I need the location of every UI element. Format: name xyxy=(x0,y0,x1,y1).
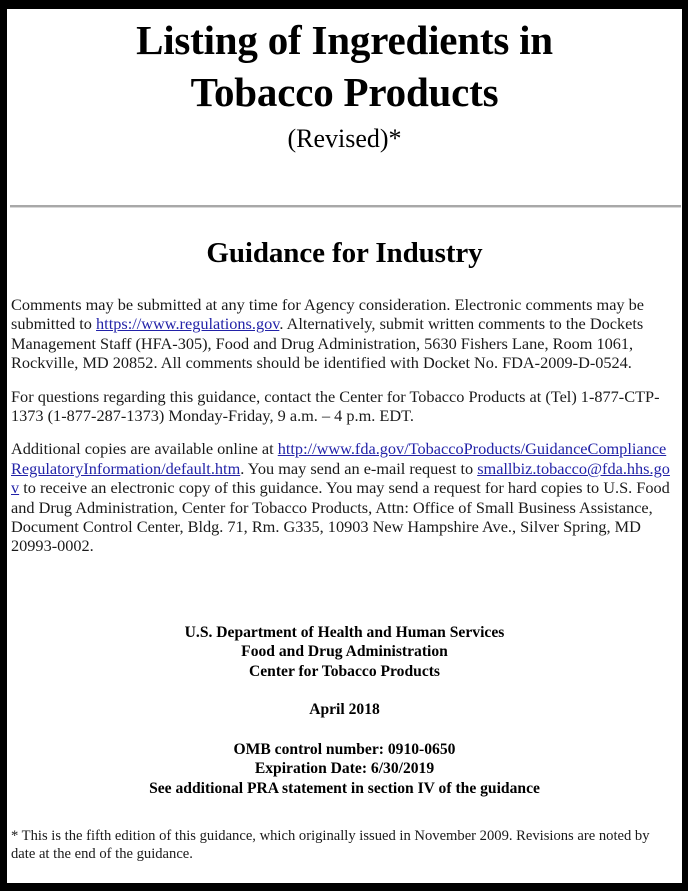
fda-guidance-url-link[interactable]: http://www.fda.gov/TobaccoProducts/GuidanceComplianceRegulatoryInformation/default.htm xyxy=(11,439,667,478)
omb-pra-note: See additional PRA statement in section IV of the guidance xyxy=(149,779,540,797)
publication-date: April 2018 xyxy=(309,701,380,718)
agency-administration: Food and Drug Administration xyxy=(241,643,448,661)
page-content xyxy=(7,9,682,883)
document-page xyxy=(7,9,682,883)
header-divider xyxy=(10,205,681,208)
agency-center: Center for Tobacco Products xyxy=(248,662,440,680)
divider-rule xyxy=(10,205,681,208)
paragraph-comments-part-2: . Alternatively, submit written comments to the Dockets Management Staff (HFA-305), Food and Drug Administration, 5630 Fishers Lane, Room 1061, Rockville, MD 20852. All comments should be identified with Docket No. FDA-2009-D-0524. xyxy=(11,314,644,373)
publication-date-block xyxy=(7,700,682,719)
footnote-region xyxy=(11,827,675,863)
paragraph-copies-part-1: Additional copies are available online at xyxy=(11,439,278,459)
paragraph-comments-part-1: Comments may be submitted at any time for Agency consideration. Electronic comments may be submitted to xyxy=(11,295,644,334)
paragraph-copies-part-2: . You may send an e-mail request to xyxy=(240,458,478,478)
omb-block xyxy=(7,740,682,798)
document-title-line-1: Listing of Ingredients in xyxy=(136,17,553,63)
paragraph-questions-text: For questions regarding this guidance, contact the Center for Tobacco Products at (Tel) 1-877-CTP-1373 (1-877-287-1373) Monday-Friday, 9 a.m. – 4 p.m. EDT. xyxy=(11,386,660,426)
document-title-line-2: Tobacco Products xyxy=(190,69,499,116)
paragraph-copies xyxy=(11,439,675,555)
document-subtitle: (Revised)* xyxy=(287,123,402,153)
footnote-text: * This is the fifth edition of this guidance, which originally issued in November 2009. Revisions are noted by date at the end of the guidance. xyxy=(11,828,650,863)
regulations-gov-link[interactable]: https://www.regulations.gov xyxy=(96,314,280,334)
title-block xyxy=(7,9,682,154)
smallbiz-email-link[interactable]: smallbiz.tobacco@fda.hhs.gov xyxy=(11,458,670,498)
omb-expiration-date: Expiration Date: 6/30/2019 xyxy=(254,760,435,778)
omb-control-number: OMB control number: 0910-0650 xyxy=(233,741,456,758)
section-heading: Guidance for Industry xyxy=(206,237,483,269)
paragraph-questions xyxy=(11,387,675,426)
body-region xyxy=(11,295,675,556)
document-title xyxy=(65,14,625,119)
paragraph-copies-part-3: to receive an electronic copy of this guidance. You may send a request for hard copies to U.S. Food and Drug Administration, Center for Tobacco Products, Attn: Office of Small Business Assistance, Document Control Center, Bldg. 71, Rm. G335, 10903 New Hampshire Ave., Silver Spring, MD 20993-0002. xyxy=(11,478,670,556)
agency-block xyxy=(7,623,682,681)
agency-department: U.S. Department of Health and Human Services xyxy=(184,624,505,641)
paragraph-comments xyxy=(11,295,675,373)
